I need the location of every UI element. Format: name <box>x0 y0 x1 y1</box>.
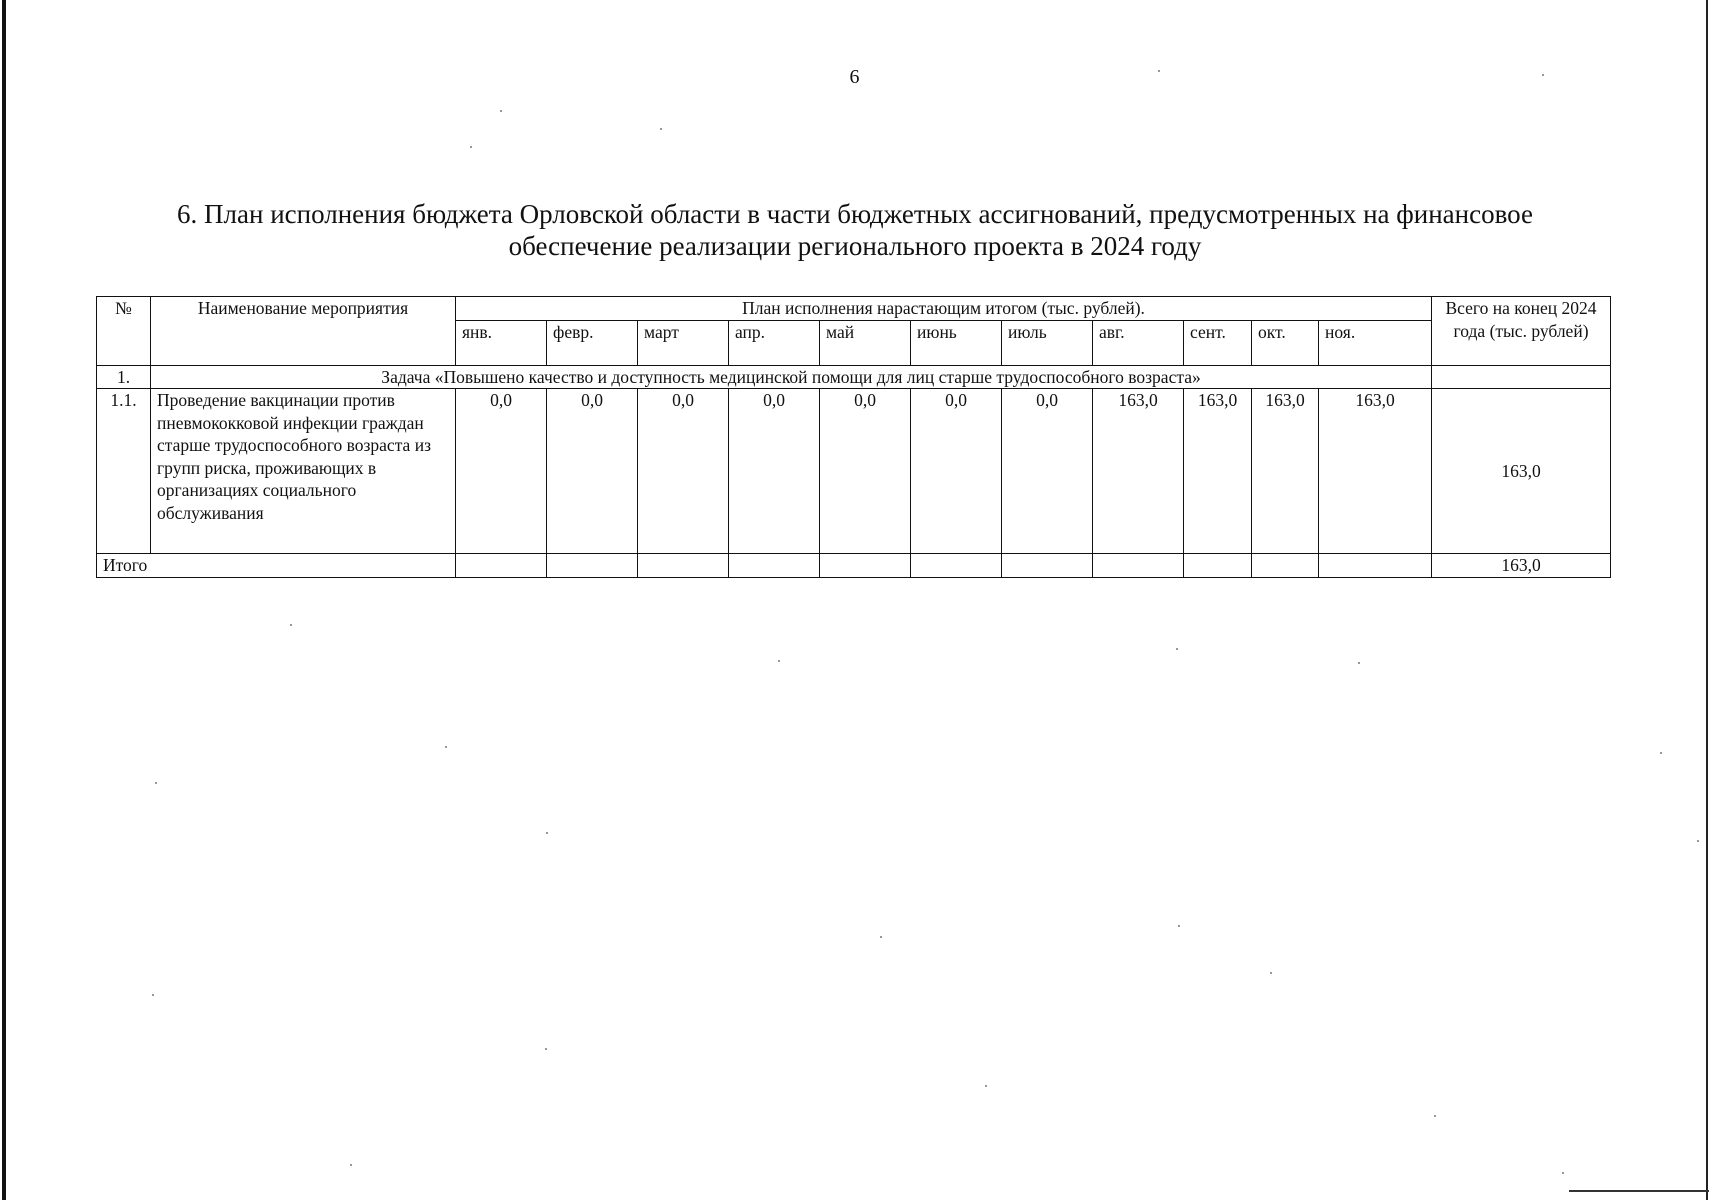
scan-edge-bottom <box>1569 1190 1709 1192</box>
task-num: 1. <box>97 365 151 389</box>
header-month: авг. <box>1093 320 1184 365</box>
header-name: Наименование мероприятия <box>151 297 456 366</box>
header-row-1 <box>97 297 1611 321</box>
scan-speck <box>1660 752 1662 754</box>
scan-speck <box>546 832 548 834</box>
title-line-2: обеспечение реализации регионального проекта в 2024 году <box>508 231 1202 261</box>
itogo-total: 163,0 <box>1432 554 1611 578</box>
activity-total: 163,0 <box>1432 389 1611 554</box>
header-month: июль <box>1002 320 1093 365</box>
itogo-cell <box>1319 554 1432 578</box>
scan-speck <box>985 1085 987 1087</box>
document-title <box>120 198 1590 262</box>
header-month: март <box>638 320 729 365</box>
scan-speck <box>1270 972 1272 974</box>
itogo-cell <box>1184 554 1252 578</box>
scan-speck <box>1542 74 1544 76</box>
itogo-cell <box>729 554 820 578</box>
task-title: Задача «Повышено качество и доступность медицинской помощи для лиц старше трудоспособного возраста» <box>151 365 1432 389</box>
scan-edge-left <box>2 0 6 1200</box>
scan-speck <box>545 1048 547 1050</box>
activity-value: 0,0 <box>547 389 638 554</box>
header-month: апр. <box>729 320 820 365</box>
activity-row <box>97 389 1611 554</box>
scan-speck <box>152 994 154 996</box>
header-plan: План исполнения нарастающим итогом (тыс. рублей). <box>456 297 1432 321</box>
header-month: май <box>820 320 911 365</box>
scan-speck <box>470 146 472 148</box>
scan-speck <box>1562 1172 1564 1174</box>
header-month: июнь <box>911 320 1002 365</box>
scan-edge-right <box>1706 0 1708 1200</box>
activity-value: 0,0 <box>638 389 729 554</box>
scan-speck <box>660 128 662 130</box>
itogo-cell <box>1002 554 1093 578</box>
scan-speck <box>350 1164 352 1166</box>
itogo-row <box>97 554 1611 578</box>
activity-value: 163,0 <box>1319 389 1432 554</box>
task-total-cell <box>1432 365 1611 389</box>
header-month: янв. <box>456 320 547 365</box>
scan-speck <box>1697 840 1699 842</box>
scan-speck <box>1358 662 1360 664</box>
scan-speck <box>1176 648 1178 650</box>
header-month: ноя. <box>1319 320 1432 365</box>
header-total: Всего на конец 2024 года (тыс. рублей) <box>1432 297 1611 366</box>
header-month: сент. <box>1184 320 1252 365</box>
itogo-label: Итого <box>97 554 456 578</box>
scan-speck <box>1158 70 1160 72</box>
activity-value: 0,0 <box>911 389 1002 554</box>
scan-speck <box>880 936 882 938</box>
activity-value: 0,0 <box>729 389 820 554</box>
itogo-cell <box>1093 554 1184 578</box>
activity-value: 0,0 <box>820 389 911 554</box>
activity-num: 1.1. <box>97 389 151 554</box>
activity-value: 163,0 <box>1184 389 1252 554</box>
scan-speck <box>778 660 780 662</box>
activity-name: Проведение вакцинации против пневмококковой инфекции граждан старше трудоспособного возраста из групп риска, проживающих в организациях социального обслуживания <box>151 389 456 554</box>
itogo-cell <box>1252 554 1319 578</box>
activity-value: 0,0 <box>1002 389 1093 554</box>
header-month: февр. <box>547 320 638 365</box>
scan-speck <box>1434 1115 1436 1117</box>
itogo-cell <box>638 554 729 578</box>
page-number: 6 <box>849 66 860 88</box>
scan-speck <box>155 782 157 784</box>
task-row <box>97 365 1611 389</box>
header-num: № <box>97 297 151 366</box>
title-line-1: 6. План исполнения бюджета Орловской области в части бюджетных ассигнований, предусмотренных на финансовое <box>177 199 1533 229</box>
activity-value: 163,0 <box>1252 389 1319 554</box>
itogo-cell <box>547 554 638 578</box>
itogo-cell <box>911 554 1002 578</box>
scan-speck <box>500 110 502 112</box>
header-month: окт. <box>1252 320 1319 365</box>
activity-value: 163,0 <box>1093 389 1184 554</box>
itogo-cell <box>456 554 547 578</box>
scan-speck <box>290 624 292 626</box>
budget-plan-table <box>96 296 1611 578</box>
scan-speck <box>445 746 447 748</box>
itogo-cell <box>820 554 911 578</box>
activity-value: 0,0 <box>456 389 547 554</box>
scan-speck <box>1178 925 1180 927</box>
